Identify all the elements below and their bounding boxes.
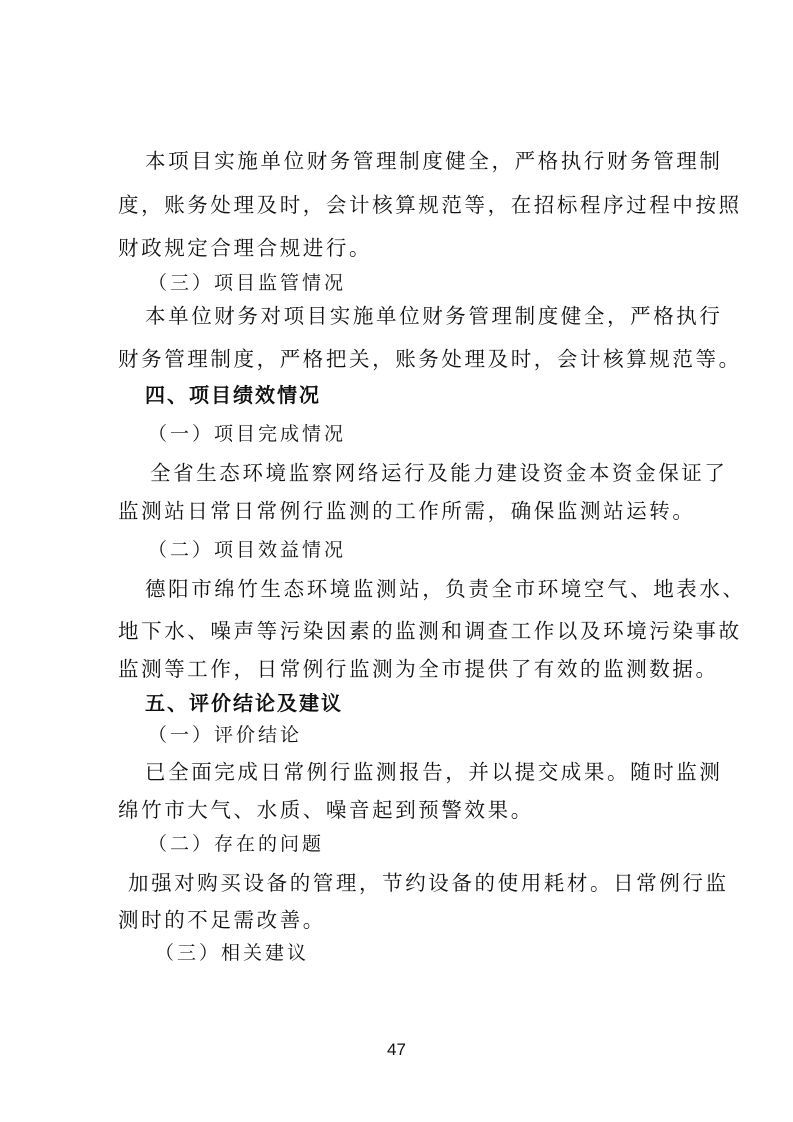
page-number: 47 [387,1040,406,1059]
subsection-heading: （一）评价结论 [148,724,303,746]
paragraph-line: 绵竹市大气、水质、噪音起到预警效果。 [118,798,534,822]
section-heading: 四、项目绩效情况 [145,383,321,407]
paragraph-line: 全省生态环境监察网络运行及能力建设资金本资金保证了 [150,461,728,485]
paragraph-line: 已全面完成日常例行监测报告，并以提交成果。随时监测 [145,760,723,784]
paragraph-line: 地下水、噪声等污染因素的监测和调查工作以及环境污染事故 [118,619,742,643]
paragraph-line: 财务管理制度，严格把关，账务处理及时，会计核算规范等。 [118,347,742,371]
paragraph-line: 监测等工作，日常例行监测为全市提供了有效的监测数据。 [118,657,719,681]
paragraph-line: 测时的不足需改善。 [118,908,326,932]
paragraph-line: 财政规定合理合规进行。 [118,236,373,260]
subsection-heading: （一）项目完成情况 [148,423,347,445]
section-heading: 五、评价结论及建议 [145,691,343,715]
paragraph-line: 监测站日常日常例行监测的工作所需，确保监测站运转。 [118,499,696,523]
subsection-heading: （三）项目监管情况 [148,272,347,294]
subsection-heading: （二）项目效益情况 [148,539,347,561]
subsection-heading: （三）相关建议 [155,942,310,964]
paragraph-line: 德阳市绵竹生态环境监测站，负责全市环境空气、地表水、 [145,577,746,601]
paragraph-line: 本项目实施单位财务管理制度健全，严格执行财务管理制 [145,149,723,173]
subsection-heading: （二）存在的问题 [148,833,325,855]
paragraph-line: 度，账务处理及时，会计核算规范等，在招标程序过程中按照 [118,193,742,217]
paragraph-line: 本单位财务对项目实施单位财务管理制度健全，严格执行 [145,304,723,328]
paragraph-line: 加强对购买设备的管理，节约设备的使用耗材。日常例行监 [128,871,729,895]
